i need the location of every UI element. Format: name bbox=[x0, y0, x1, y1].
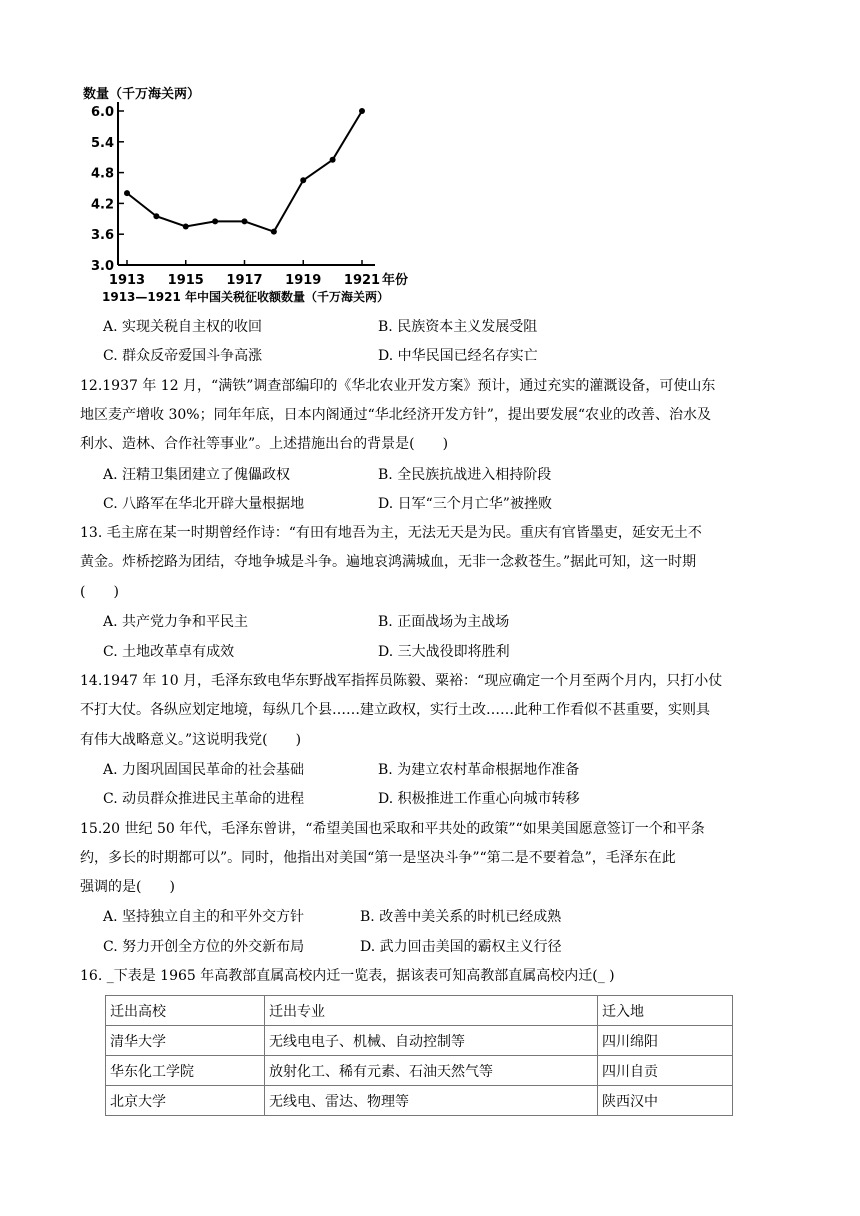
y-axis-label: 数量（千万海关两） bbox=[83, 87, 201, 102]
chart-title: 1913—1921 年中国关税征收额数量（千万海关两） bbox=[102, 290, 389, 304]
data-point bbox=[124, 190, 130, 196]
q12-stem-line1: 12.1937 年 12 月，“满铁”调查部编印的《华北农业开发方案》预计，通过充实的灌溉设备，可使山东 bbox=[80, 378, 716, 394]
q12-option-b: B. 全民族抗战进入相持阶段 bbox=[378, 467, 552, 483]
q14-option-c: C. 动员群众推进民主革命的进程 bbox=[103, 791, 305, 807]
q13-stem-line2: 黄金。炸桥挖路为团结，夺地争城是斗争。遍地哀鸿满城血，无非一念救苍生。”据此可知，这一时期 bbox=[80, 554, 697, 570]
table-cell: 清华大学 bbox=[106, 1026, 265, 1056]
relocation-table bbox=[105, 995, 733, 1116]
q14-stem-line2: 不打大仗。各纵应划定地境，每纵几个县……建立政权，实行土改……此种工作看似不甚重要，实则具 bbox=[80, 702, 710, 718]
q13-stem-line3: ( ) bbox=[80, 584, 119, 600]
table-row bbox=[106, 1056, 733, 1086]
q14-option-d: D. 积极推进工作重心向城市转移 bbox=[378, 791, 580, 807]
table-cell: 放射化工、稀有元素、石油天然气等 bbox=[265, 1056, 598, 1086]
q12-stem-line2: 地区麦产增收 30%；同年年底，日本内阁通过“华北经济开发方针”，提出要发展“农业的改善、治水及 bbox=[80, 407, 712, 423]
x-tick-label: 1919 bbox=[285, 273, 322, 288]
table-cell: 陕西汉中 bbox=[598, 1086, 733, 1116]
table-header-cell: 迁入地 bbox=[598, 996, 733, 1026]
tariff-line-chart bbox=[80, 78, 460, 310]
x-axis-label: 年份 bbox=[382, 273, 409, 288]
data-point bbox=[359, 108, 365, 114]
data-point bbox=[153, 213, 159, 219]
data-point bbox=[183, 224, 189, 230]
table-row bbox=[106, 1086, 733, 1116]
data-point bbox=[212, 218, 218, 224]
q11-option-c: C. 群众反帝爱国斗争高涨 bbox=[103, 348, 263, 364]
table-cell: 四川自贡 bbox=[598, 1056, 733, 1086]
q16-stem: 16. _下表是 1965 年高教部直属高校内迁一览表，据该表可知高教部直属高校内迁(_ ) bbox=[80, 968, 615, 984]
table-cell: 四川绵阳 bbox=[598, 1026, 733, 1056]
q15-option-b: B. 改善中美关系的时机已经成熟 bbox=[360, 909, 562, 925]
table-header-cell: 迁出专业 bbox=[265, 996, 598, 1026]
table-cell: 无线电、雷达、物理等 bbox=[265, 1086, 598, 1116]
q15-stem-line1: 15.20 世纪 50 年代，毛泽东曾讲，“希望美国也采取和平共处的政策”“如果美国愿意签订一个和平条 bbox=[80, 821, 705, 837]
q15-stem-line2: 约，多长的时期都可以”。同时，他指出对美国“第一是坚决斗争”“第二是不要着急”，毛泽东在此 bbox=[80, 850, 676, 866]
q15-option-d: D. 武力回击美国的霸权主义行径 bbox=[360, 939, 562, 955]
table-header-row bbox=[106, 996, 733, 1026]
data-point bbox=[242, 218, 248, 224]
q12-stem-line3: 利水、造林、合作社等事业”。上述措施出台的背景是( ) bbox=[80, 436, 449, 452]
chart-svg bbox=[80, 78, 460, 288]
y-tick-label: 3.0 bbox=[90, 259, 114, 274]
data-point bbox=[271, 229, 277, 235]
q12-option-a: A. 汪精卫集团建立了傀儡政权 bbox=[103, 467, 291, 483]
q15-option-a: A. 坚持独立自主的和平外交方针 bbox=[103, 909, 305, 925]
table-cell: 华东化工学院 bbox=[106, 1056, 265, 1086]
q11-option-d: D. 中华民国已经名存实亡 bbox=[378, 348, 538, 364]
q11-option-a: A. 实现关税自主权的收回 bbox=[103, 319, 263, 335]
y-tick-label: 3.6 bbox=[90, 228, 114, 244]
q15-option-c: C. 努力开创全方位的外交新布局 bbox=[103, 939, 305, 955]
data-point bbox=[300, 177, 306, 183]
q12-option-d: D. 日军“三个月亡华”被挫败 bbox=[378, 496, 552, 512]
y-tick-label: 6.0 bbox=[90, 105, 114, 120]
q11-option-b: B. 民族资本主义发展受阻 bbox=[378, 319, 538, 335]
q15-stem-line3: 强调的是( ) bbox=[80, 879, 175, 895]
q14-stem-line3: 有伟大战略意义。”这说明我党( ) bbox=[80, 732, 302, 748]
table-row bbox=[106, 1026, 733, 1056]
x-tick-label: 1917 bbox=[226, 273, 263, 288]
x-tick-label: 1915 bbox=[167, 273, 204, 288]
q13-option-d: D. 三大战役即将胜利 bbox=[378, 644, 510, 660]
data-point bbox=[330, 157, 336, 163]
table-header-cell: 迁出高校 bbox=[106, 996, 265, 1026]
q13-stem-line1: 13. 毛主席在某一时期曾经作诗：“有田有地吾为主，无法无天是为民。重庆有官皆墨吏，延安无土不 bbox=[80, 525, 702, 541]
q13-option-c: C. 土地改革卓有成效 bbox=[103, 644, 235, 660]
q12-option-c: C. 八路军在华北开辟大量根据地 bbox=[103, 496, 305, 512]
table-cell: 北京大学 bbox=[106, 1086, 265, 1116]
q14-option-b: B. 为建立农村革命根据地作准备 bbox=[378, 762, 580, 778]
x-tick-label: 1913 bbox=[108, 273, 146, 288]
q13-option-b: B. 正面战场为主战场 bbox=[378, 614, 510, 630]
y-tick-label: 5.4 bbox=[90, 135, 114, 151]
y-tick-label: 4.2 bbox=[90, 197, 114, 213]
q13-option-a: A. 共产党力争和平民主 bbox=[103, 614, 249, 630]
q14-option-a: A. 力图巩固国民革命的社会基础 bbox=[103, 762, 305, 778]
table-cell: 无线电电子、机械、自动控制等 bbox=[265, 1026, 598, 1056]
series-line bbox=[127, 111, 362, 232]
x-tick-label: 1921 bbox=[343, 273, 381, 288]
y-tick-label: 4.8 bbox=[90, 166, 114, 182]
q14-stem-line1: 14.1947 年 10 月，毛泽东致电华东野战军指挥员陈毅、粟裕：“现应确定一个月至两个月内，只打小仗 bbox=[80, 673, 723, 689]
